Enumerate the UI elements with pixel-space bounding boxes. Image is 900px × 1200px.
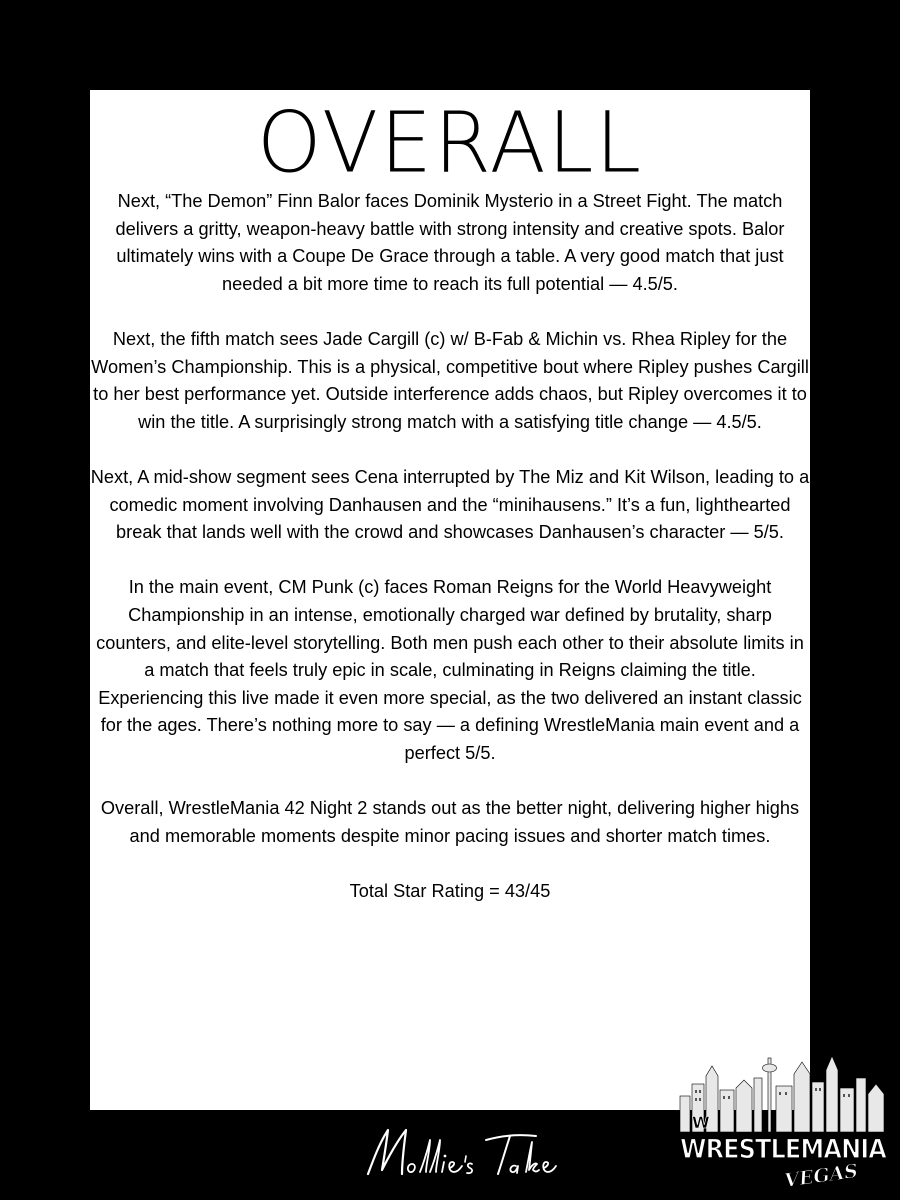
svg-text:W: W <box>692 1113 710 1132</box>
signature-script-icon <box>360 1118 570 1188</box>
svg-text:VEGAS: VEGAS <box>783 1160 860 1193</box>
total-star-rating: Total Star Rating = 43/45 <box>349 880 551 901</box>
wrestlemania-vegas-logo-icon <box>672 1048 894 1194</box>
content-card <box>90 90 810 1110</box>
page-title: OVERALL <box>256 95 644 192</box>
article-body <box>90 188 810 905</box>
paragraph-balor-mysterio: Next, “The Demon” Finn Balor faces Dominik Mysterio in a Street Fight. The match delivers a gritty, weapon-heavy battle with strong intensity and creative spots. Balor ultimately wins with a Coupe De Grace through a table. A very good match that just needed a bit more time to reach its full potential — 4.5/5. <box>115 191 785 294</box>
svg-text:WRESTLEMANIA: WRESTLEMANIA <box>680 1134 887 1165</box>
paragraph-cena-segment: Next, A mid-show segment sees Cena interrupted by The Miz and Kit Wilson, leading to a comedic moment involving Danhausen and the “minihausens.” It’s a fun, lighthearted break that lands well with the crowd and showcases Danhausen’s character — 5/5. <box>90 466 810 543</box>
paragraph-cargill-ripley: Next, the fifth match sees Jade Cargill (c) w/ B-Fab & Michin vs. Rhea Ripley for the Women’s Championship. This is a physical, competitive bout where Ripley pushes Cargill to her best performance yet. Outside interference adds chaos, but Ripley overcomes it to win the title. A surprisingly strong match with a satisfying title change — 4.5/5. <box>91 328 809 432</box>
paragraph-main-event: In the main event, CM Punk (c) faces Roman Reigns for the World Heavyweight Championship in an intense, emotionally charged war defined by brutality, sharp counters, and elite-level storytelling. Both men push each other to their absolute limits in a match that feels truly epic in scale, culminating in Reigns claiming the title. Experiencing this live made it even more special, as the two delivered an instant classic for the ages. There’s nothing more to say — a defining WrestleMania main event and a perfect 5/5. <box>96 577 804 763</box>
paragraph-overall-summary: Overall, WrestleMania 42 Night 2 stands out as the better night, delivering higher highs and memorable moments despite minor pacing issues and shorter match times. <box>100 798 800 846</box>
